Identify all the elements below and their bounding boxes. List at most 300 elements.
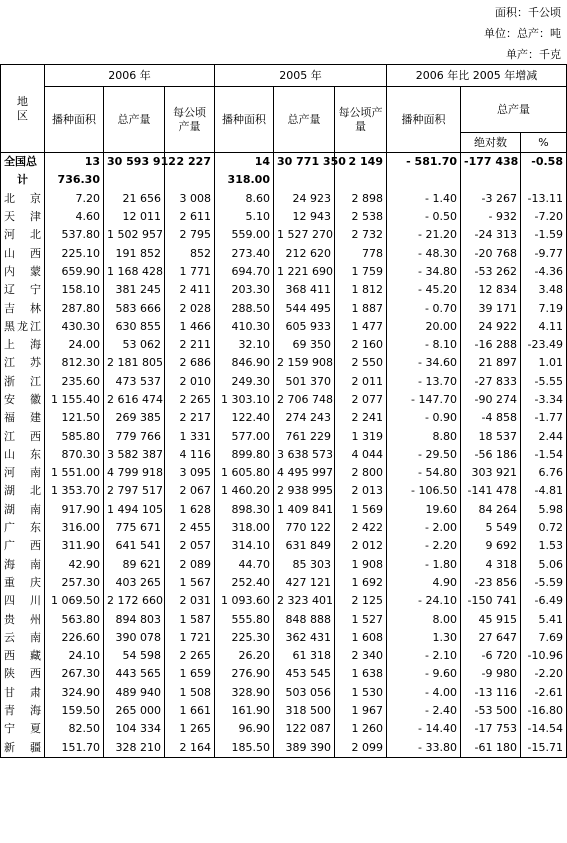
sown-area-2006: 659.90 <box>45 263 104 281</box>
yield-2006: 2 265 <box>165 391 215 409</box>
table-row <box>1 299 567 317</box>
output-2006: 775 671 <box>104 519 165 537</box>
output-2005: 362 431 <box>274 629 335 647</box>
header-yield-2006: 每公顷 产量 <box>165 87 215 153</box>
yield-2005: 2 241 <box>335 409 387 427</box>
sown-area-change: - 48.30 <box>387 244 461 262</box>
yield-2006: 1 771 <box>165 263 215 281</box>
output-absolute-change: -3 267 <box>461 190 521 208</box>
sown-area-2006: 82.50 <box>45 720 104 738</box>
table-row <box>1 629 567 647</box>
region-name: 贵州 <box>1 610 45 628</box>
yield-2006: 4 116 <box>165 446 215 464</box>
output-2006: 630 855 <box>104 318 165 336</box>
yield-2006: 1 508 <box>165 684 215 702</box>
sown-area-2005: 273.40 <box>215 244 274 262</box>
output-percent-change: 3.48 <box>521 281 567 299</box>
table-row <box>1 739 567 758</box>
sown-area-2006: 225.10 <box>45 244 104 262</box>
yield-2005: 2 422 <box>335 519 387 537</box>
output-percent-change: -5.59 <box>521 574 567 592</box>
yield-2006: 2 411 <box>165 281 215 299</box>
sown-area-2006: 42.90 <box>45 556 104 574</box>
sown-area-change: 20.00 <box>387 318 461 336</box>
yield-2006: 852 <box>165 244 215 262</box>
output-2005: 2 938 995 <box>274 482 335 500</box>
header-sown-area-2005: 播种面积 <box>215 87 274 153</box>
output-absolute-change: -4 858 <box>461 409 521 427</box>
output-2006: 12 011 <box>104 208 165 226</box>
total-output-2006: 30 593 912 <box>104 153 165 172</box>
sown-area-2005: 1 093.60 <box>215 592 274 610</box>
sown-area-2006: 235.60 <box>45 373 104 391</box>
yield-2005: 2 800 <box>335 464 387 482</box>
sown-area-2006: 1 353.70 <box>45 482 104 500</box>
yield-2005: 1 608 <box>335 629 387 647</box>
sown-area-2005: 203.30 <box>215 281 274 299</box>
sown-area-2005: 26.20 <box>215 647 274 665</box>
sown-area-change: 1.30 <box>387 629 461 647</box>
region-name: 海南 <box>1 556 45 574</box>
region-name: 云南 <box>1 629 45 647</box>
output-absolute-change: -53 262 <box>461 263 521 281</box>
empty-cell <box>387 171 461 189</box>
output-absolute-change: 12 834 <box>461 281 521 299</box>
output-absolute-change: 27 647 <box>461 629 521 647</box>
sown-area-change: - 147.70 <box>387 391 461 409</box>
total-area-change: - 581.70 <box>387 153 461 172</box>
output-percent-change: -13.11 <box>521 190 567 208</box>
sown-area-2005: 96.90 <box>215 720 274 738</box>
output-percent-change: 4.11 <box>521 318 567 336</box>
header-percent: % <box>521 133 567 153</box>
output-2005: 503 056 <box>274 684 335 702</box>
output-2005: 3 638 573 <box>274 446 335 464</box>
output-2005: 122 087 <box>274 720 335 738</box>
yield-2006: 1 331 <box>165 427 215 445</box>
output-absolute-change: 5 549 <box>461 519 521 537</box>
output-2005: 69 350 <box>274 336 335 354</box>
empty-cell <box>274 171 335 189</box>
sown-area-2005: 314.10 <box>215 537 274 555</box>
total-output-percent-change: -0.58 <box>521 153 567 172</box>
output-2006: 473 537 <box>104 373 165 391</box>
table-row <box>1 647 567 665</box>
table-row <box>1 556 567 574</box>
output-2005: 24 923 <box>274 190 335 208</box>
output-absolute-change: -23 856 <box>461 574 521 592</box>
table-header <box>1 65 567 153</box>
total-area-2006: 13 <box>45 153 104 172</box>
output-percent-change: -2.61 <box>521 684 567 702</box>
sown-area-change: - 24.10 <box>387 592 461 610</box>
output-2006: 89 621 <box>104 556 165 574</box>
sown-area-2006: 563.80 <box>45 610 104 628</box>
table-row <box>1 519 567 537</box>
table-row <box>1 684 567 702</box>
output-2005: 274 243 <box>274 409 335 427</box>
output-unit-note: 单位：总产：吨 <box>484 27 561 40</box>
region-name: 山西 <box>1 244 45 262</box>
sown-area-2006: 287.80 <box>45 299 104 317</box>
table-row <box>1 190 567 208</box>
output-absolute-change: -61 180 <box>461 739 521 758</box>
output-absolute-change: 21 897 <box>461 354 521 372</box>
sown-area-change: - 54.80 <box>387 464 461 482</box>
output-percent-change: 6.76 <box>521 464 567 482</box>
sown-area-change: - 2.20 <box>387 537 461 555</box>
output-2006: 269 385 <box>104 409 165 427</box>
output-2006: 390 078 <box>104 629 165 647</box>
table-row <box>1 482 567 500</box>
table-row <box>1 336 567 354</box>
table-row <box>1 427 567 445</box>
region-name: 北京 <box>1 190 45 208</box>
sown-area-2006: 151.70 <box>45 739 104 758</box>
region-name: 浙江 <box>1 373 45 391</box>
output-2006: 54 598 <box>104 647 165 665</box>
region-name: 宁夏 <box>1 720 45 738</box>
output-2005: 2 706 748 <box>274 391 335 409</box>
yield-2006: 1 628 <box>165 501 215 519</box>
sown-area-2005: 252.40 <box>215 574 274 592</box>
table-row <box>1 610 567 628</box>
sown-area-2005: 559.00 <box>215 226 274 244</box>
output-absolute-change: -13 116 <box>461 684 521 702</box>
region-name: 青海 <box>1 702 45 720</box>
yield-2005: 1 477 <box>335 318 387 336</box>
empty-cell <box>461 171 521 189</box>
output-percent-change: -15.71 <box>521 739 567 758</box>
header-yield-2005: 每公顷产 量 <box>335 87 387 153</box>
output-percent-change: 0.72 <box>521 519 567 537</box>
sown-area-2006: 1 155.40 <box>45 391 104 409</box>
region-name: 内蒙 <box>1 263 45 281</box>
header-region: 地 区 <box>1 65 45 153</box>
yield-2006: 1 265 <box>165 720 215 738</box>
yield-2006: 2 028 <box>165 299 215 317</box>
yield-2006: 2 164 <box>165 739 215 758</box>
output-2005: 1 527 270 <box>274 226 335 244</box>
region-name: 上海 <box>1 336 45 354</box>
output-2006: 328 210 <box>104 739 165 758</box>
region-name: 河南 <box>1 464 45 482</box>
output-2005: 389 390 <box>274 739 335 758</box>
yield-2006: 2 031 <box>165 592 215 610</box>
output-2006: 403 265 <box>104 574 165 592</box>
output-percent-change: -1.54 <box>521 446 567 464</box>
sown-area-2005: 1 460.20 <box>215 482 274 500</box>
header-output-change: 总产量 <box>461 87 567 133</box>
sown-area-2006: 159.50 <box>45 702 104 720</box>
empty-cell <box>521 171 567 189</box>
table-row <box>1 391 567 409</box>
sown-area-2006: 121.50 <box>45 409 104 427</box>
output-2006: 894 803 <box>104 610 165 628</box>
sown-area-change: - 4.00 <box>387 684 461 702</box>
sown-area-change: - 13.70 <box>387 373 461 391</box>
yield-2005: 2 340 <box>335 647 387 665</box>
sown-area-2006: 24.00 <box>45 336 104 354</box>
table-row <box>1 665 567 683</box>
output-2005: 501 370 <box>274 373 335 391</box>
output-absolute-change: -150 741 <box>461 592 521 610</box>
output-2006: 443 565 <box>104 665 165 683</box>
yield-2006: 1 659 <box>165 665 215 683</box>
sown-area-2005: 32.10 <box>215 336 274 354</box>
output-2006: 1 494 105 <box>104 501 165 519</box>
region-name: 江西 <box>1 427 45 445</box>
header-2005: 2005 年 <box>215 65 387 87</box>
region-name: 山东 <box>1 446 45 464</box>
area-unit-note: 面积：千公顷 <box>495 6 561 19</box>
sown-area-2006: 7.20 <box>45 190 104 208</box>
table-row <box>1 720 567 738</box>
output-absolute-change: -24 313 <box>461 226 521 244</box>
output-2005: 318 500 <box>274 702 335 720</box>
output-percent-change: 1.53 <box>521 537 567 555</box>
sown-area-2005: 122.40 <box>215 409 274 427</box>
table-row <box>1 373 567 391</box>
total-area-2005-cont: 318.00 <box>215 171 274 189</box>
yield-2005: 2 012 <box>335 537 387 555</box>
sown-area-change: - 8.10 <box>387 336 461 354</box>
region-name: 辽宁 <box>1 281 45 299</box>
sown-area-2006: 537.80 <box>45 226 104 244</box>
table-row <box>1 446 567 464</box>
yield-2005: 1 692 <box>335 574 387 592</box>
sown-area-change: 4.90 <box>387 574 461 592</box>
yield-2005: 2 013 <box>335 482 387 500</box>
region-name: 安徽 <box>1 391 45 409</box>
header-2006: 2006 年 <box>45 65 215 87</box>
yield-2006: 2 217 <box>165 409 215 427</box>
sown-area-change: - 2.10 <box>387 647 461 665</box>
region-name: 湖南 <box>1 501 45 519</box>
yield-2006: 2 057 <box>165 537 215 555</box>
region-name: 福建 <box>1 409 45 427</box>
output-percent-change: -10.96 <box>521 647 567 665</box>
region-name: 吉林 <box>1 299 45 317</box>
output-2005: 12 943 <box>274 208 335 226</box>
header-sown-area-change: 播种面积 <box>387 87 461 153</box>
sown-area-2005: 328.90 <box>215 684 274 702</box>
sown-area-2005: 161.90 <box>215 702 274 720</box>
yield-2005: 2 160 <box>335 336 387 354</box>
region-name: 西藏 <box>1 647 45 665</box>
yield-2006: 3 008 <box>165 190 215 208</box>
output-2005: 1 409 841 <box>274 501 335 519</box>
output-absolute-change: -17 753 <box>461 720 521 738</box>
yield-2005: 2 099 <box>335 739 387 758</box>
region-name: 新疆 <box>1 739 45 758</box>
yield-2005: 1 260 <box>335 720 387 738</box>
output-absolute-change: 24 922 <box>461 318 521 336</box>
table-row <box>1 592 567 610</box>
output-2005: 85 303 <box>274 556 335 574</box>
output-2005: 453 545 <box>274 665 335 683</box>
sown-area-change: 8.00 <box>387 610 461 628</box>
yield-2006: 2 010 <box>165 373 215 391</box>
sown-area-change: - 0.70 <box>387 299 461 317</box>
output-absolute-change: -90 274 <box>461 391 521 409</box>
sown-area-2005: 225.30 <box>215 629 274 647</box>
yield-2006: 3 095 <box>165 464 215 482</box>
total-name: 全国总 <box>1 153 45 172</box>
total-row <box>1 153 567 172</box>
output-2006: 1 502 957 <box>104 226 165 244</box>
output-percent-change: -14.54 <box>521 720 567 738</box>
output-percent-change: -1.77 <box>521 409 567 427</box>
output-2006: 489 940 <box>104 684 165 702</box>
output-percent-change: -2.20 <box>521 665 567 683</box>
yield-2006: 2 265 <box>165 647 215 665</box>
total-output-absolute-change: -177 438 <box>461 153 521 172</box>
yield-2005: 1 908 <box>335 556 387 574</box>
output-percent-change: 5.41 <box>521 610 567 628</box>
output-absolute-change: -56 186 <box>461 446 521 464</box>
sown-area-2005: 410.30 <box>215 318 274 336</box>
sown-area-2005: 288.50 <box>215 299 274 317</box>
header-output-2005: 总产量 <box>274 87 335 153</box>
sown-area-2006: 585.80 <box>45 427 104 445</box>
sown-area-2005: 1 605.80 <box>215 464 274 482</box>
yield-2005: 1 569 <box>335 501 387 519</box>
header-change: 2006 年比 2005 年增减 <box>387 65 567 87</box>
output-2005: 212 620 <box>274 244 335 262</box>
output-percent-change: -9.77 <box>521 244 567 262</box>
output-absolute-change: -9 980 <box>461 665 521 683</box>
table-row <box>1 318 567 336</box>
table-row <box>1 409 567 427</box>
yield-2005: 2 077 <box>335 391 387 409</box>
yield-2005: 1 812 <box>335 281 387 299</box>
sown-area-2005: 185.50 <box>215 739 274 758</box>
output-2006: 2 797 517 <box>104 482 165 500</box>
output-2006: 265 000 <box>104 702 165 720</box>
output-2005: 544 495 <box>274 299 335 317</box>
total-area-2005: 14 <box>215 153 274 172</box>
region-name: 四川 <box>1 592 45 610</box>
sown-area-2006: 430.30 <box>45 318 104 336</box>
yield-2005: 2 011 <box>335 373 387 391</box>
output-absolute-change: 303 921 <box>461 464 521 482</box>
total-output-2005: 30 771 350 <box>274 153 335 172</box>
output-2006: 21 656 <box>104 190 165 208</box>
empty-cell <box>335 171 387 189</box>
yield-2006: 1 721 <box>165 629 215 647</box>
output-2005: 2 159 908 <box>274 354 335 372</box>
sown-area-2006: 812.30 <box>45 354 104 372</box>
sown-area-change: - 33.80 <box>387 739 461 758</box>
table-body <box>1 153 567 758</box>
table-row <box>1 208 567 226</box>
output-2006: 3 582 387 <box>104 446 165 464</box>
output-2006: 583 666 <box>104 299 165 317</box>
sown-area-2005: 44.70 <box>215 556 274 574</box>
output-absolute-change: 45 915 <box>461 610 521 628</box>
output-absolute-change: 4 318 <box>461 556 521 574</box>
sown-area-change: - 2.00 <box>387 519 461 537</box>
yield-2005: 1 319 <box>335 427 387 445</box>
region-name: 陕西 <box>1 665 45 683</box>
table-row <box>1 501 567 519</box>
sown-area-2005: 318.00 <box>215 519 274 537</box>
yield-2006: 1 587 <box>165 610 215 628</box>
output-2006: 104 334 <box>104 720 165 738</box>
sown-area-change: - 0.50 <box>387 208 461 226</box>
output-percent-change: -7.20 <box>521 208 567 226</box>
yield-2005: 1 638 <box>335 665 387 683</box>
yield-2005: 1 759 <box>335 263 387 281</box>
table-row <box>1 263 567 281</box>
yield-2006: 1 466 <box>165 318 215 336</box>
sown-area-2006: 24.10 <box>45 647 104 665</box>
output-2006: 2 616 474 <box>104 391 165 409</box>
output-absolute-change: -6 720 <box>461 647 521 665</box>
output-percent-change: 7.69 <box>521 629 567 647</box>
yield-2005: 2 538 <box>335 208 387 226</box>
sown-area-change: 8.80 <box>387 427 461 445</box>
sown-area-2006: 1 069.50 <box>45 592 104 610</box>
yield-2005: 1 967 <box>335 702 387 720</box>
sown-area-2006: 324.90 <box>45 684 104 702</box>
sown-area-change: - 0.90 <box>387 409 461 427</box>
sown-area-change: - 1.80 <box>387 556 461 574</box>
sown-area-change: - 1.40 <box>387 190 461 208</box>
sown-area-change: 19.60 <box>387 501 461 519</box>
sown-area-2005: 577.00 <box>215 427 274 445</box>
statistics-table <box>0 64 567 758</box>
sown-area-2006: 870.30 <box>45 446 104 464</box>
table-row <box>1 281 567 299</box>
sown-area-2006: 4.60 <box>45 208 104 226</box>
sown-area-2006: 257.30 <box>45 574 104 592</box>
yield-2005: 1 530 <box>335 684 387 702</box>
output-percent-change: -5.55 <box>521 373 567 391</box>
region-name: 广西 <box>1 537 45 555</box>
table-row <box>1 226 567 244</box>
empty-cell <box>104 171 165 189</box>
output-2005: 368 411 <box>274 281 335 299</box>
output-percent-change: 7.19 <box>521 299 567 317</box>
yield-2005: 778 <box>335 244 387 262</box>
output-absolute-change: -27 833 <box>461 373 521 391</box>
yield-2005: 1 527 <box>335 610 387 628</box>
sown-area-change: - 106.50 <box>387 482 461 500</box>
output-2005: 2 323 401 <box>274 592 335 610</box>
total-row-continued <box>1 171 567 189</box>
output-2005: 605 933 <box>274 318 335 336</box>
yield-2005: 2 898 <box>335 190 387 208</box>
output-percent-change: 5.98 <box>521 501 567 519</box>
output-percent-change: 5.06 <box>521 556 567 574</box>
output-2005: 61 318 <box>274 647 335 665</box>
output-2005: 427 121 <box>274 574 335 592</box>
output-2005: 1 221 690 <box>274 263 335 281</box>
yield-2006: 1 661 <box>165 702 215 720</box>
output-percent-change: -4.36 <box>521 263 567 281</box>
sown-area-2005: 1 303.10 <box>215 391 274 409</box>
yield-2006: 2 455 <box>165 519 215 537</box>
sown-area-change: - 45.20 <box>387 281 461 299</box>
output-percent-change: -16.80 <box>521 702 567 720</box>
output-2005: 631 849 <box>274 537 335 555</box>
sown-area-2005: 276.90 <box>215 665 274 683</box>
sown-area-change: - 34.60 <box>387 354 461 372</box>
table-row <box>1 537 567 555</box>
total-name-cont: 计 <box>1 171 45 189</box>
